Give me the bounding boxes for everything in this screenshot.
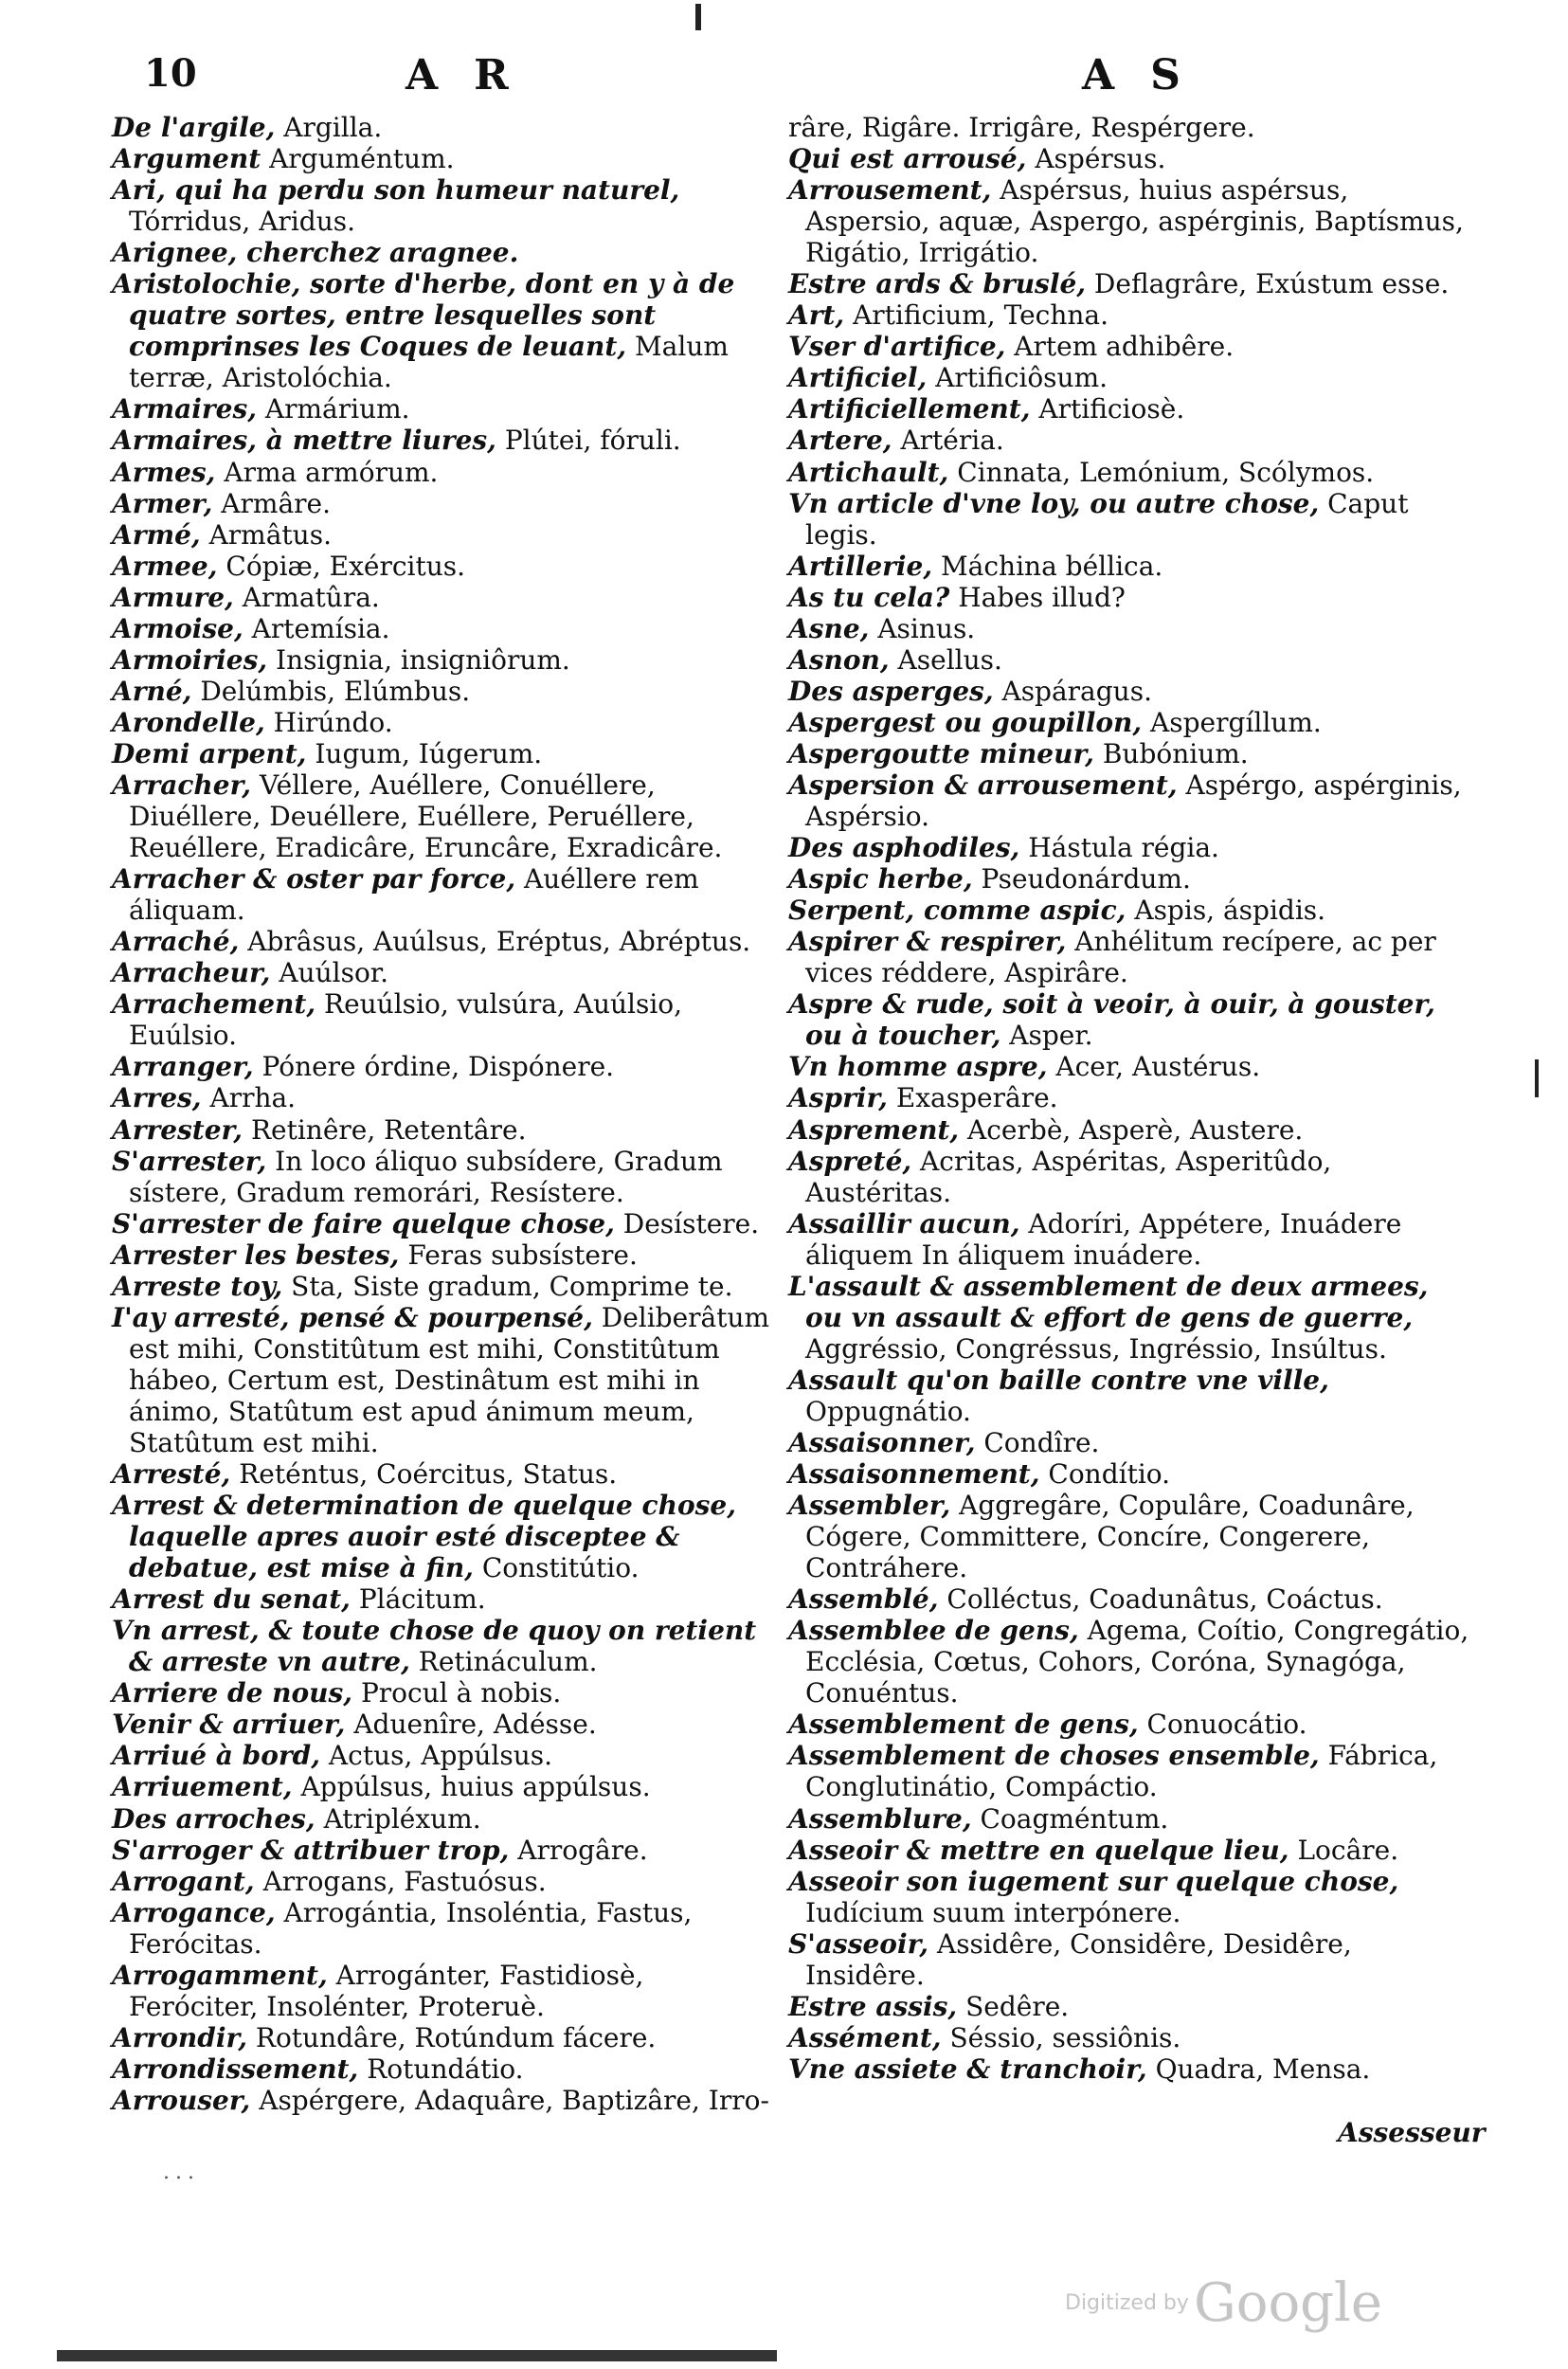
- dictionary-entry: [112, 707, 775, 738]
- dictionary-entry: [788, 1271, 1470, 1365]
- entry-latin-gloss: Sedêre.: [965, 1990, 1070, 2022]
- entry-french-headword: S'arroger & attribuer trop,: [112, 1834, 510, 1866]
- entry-french-headword: Arondelle,: [112, 706, 265, 738]
- entry-french-headword: Aspreté,: [788, 1145, 912, 1177]
- entry-latin-gloss: Actus, Appúlsus.: [328, 1740, 553, 1772]
- entry-french-headword: Assemblee de gens,: [788, 1615, 1079, 1647]
- entry-latin-gloss: Anhélitum recípere, ac per vices réddere, Aspirâre.: [805, 926, 1436, 989]
- entry-latin-gloss: Retinêre, Retentâre.: [250, 1113, 527, 1146]
- dictionary-entry: [112, 644, 775, 676]
- entry-french-headword: Arres,: [112, 1082, 202, 1114]
- dictionary-entry: [112, 268, 775, 393]
- entry-french-headword: Assaisonner,: [788, 1426, 976, 1458]
- dictionary-entry: [788, 613, 1470, 644]
- dictionary-entry: [112, 613, 775, 644]
- entry-french-headword: S'asseoir,: [788, 1927, 929, 1960]
- entry-latin-gloss: Artificiosè.: [1038, 393, 1185, 425]
- catchword: Assesseur: [1338, 2117, 1486, 2148]
- entry-latin-gloss: Aspergíllum.: [1150, 706, 1322, 738]
- dictionary-column-right: [788, 112, 1470, 2085]
- dictionary-entry: [788, 1583, 1470, 1615]
- entry-latin-gloss: Arrogâre.: [517, 1834, 648, 1866]
- entry-latin-gloss: Armâtus.: [208, 518, 332, 551]
- entry-latin-gloss: Pónere órdine, Dispónere.: [261, 1051, 615, 1083]
- dictionary-entry: [112, 1583, 775, 1615]
- entry-french-headword: Armee,: [112, 550, 218, 582]
- dictionary-entry: [788, 895, 1470, 926]
- entry-latin-gloss: Iugum, Iúgerum.: [315, 737, 543, 769]
- entry-latin-gloss: râre, Rigâre. Irrigâre, Respérgere.: [788, 112, 1255, 143]
- entry-french-headword: Arreste toy,: [112, 1270, 283, 1302]
- entry-latin-gloss: Condîre.: [983, 1426, 1100, 1458]
- entry-latin-gloss: Artemísia.: [251, 612, 390, 644]
- entry-french-headword: Assément,: [788, 2021, 942, 2053]
- entry-latin-gloss: Aggréssio, Congréssus, Ingréssio, Insúltus.: [805, 1332, 1387, 1365]
- dictionary-entry: [112, 457, 775, 488]
- entry-french-headword: Arrest du senat,: [112, 1583, 351, 1616]
- entry-latin-gloss: Pseudonárdum.: [981, 863, 1191, 895]
- entry-latin-gloss: Rotundátio.: [367, 2053, 524, 2085]
- dictionary-entry: [112, 488, 775, 519]
- entry-latin-gloss: Caput legis.: [805, 487, 1409, 551]
- dictionary-entry: [112, 582, 775, 613]
- entry-latin-gloss: Insignia, insigniôrum.: [276, 643, 570, 676]
- entry-latin-gloss: Retináculum.: [418, 1646, 598, 1678]
- dictionary-entry: [788, 926, 1470, 988]
- dictionary-entry: [112, 2053, 775, 2085]
- entry-latin-gloss: Máchina béllica.: [941, 550, 1163, 582]
- dictionary-entry: [788, 331, 1470, 362]
- entry-latin-gloss: Exasperâre.: [895, 1082, 1058, 1114]
- entry-latin-gloss: Armatûra.: [242, 581, 380, 613]
- entry-latin-gloss: Locâre.: [1297, 1834, 1399, 1866]
- dictionary-entry: [112, 237, 775, 268]
- entry-latin-gloss: Véllere, Auéllere, Conuéllere, Diuéllere, Deuéllere, Euéllere, Peruéllere, Reuéllere, Eradicâre, Eruncâre, Exradicâre.: [129, 769, 723, 864]
- entry-french-headword: Arrogant,: [112, 1865, 255, 1897]
- entry-latin-gloss: Adoríri, Appétere, Inuádere áliquem In áliquem inuádere.: [805, 1207, 1402, 1271]
- dictionary-entry: [788, 1490, 1470, 1583]
- entry-french-headword: Armoiries,: [112, 643, 268, 676]
- dictionary-entry: [112, 926, 775, 957]
- entry-latin-gloss: Auéllere rem áliquam.: [129, 863, 699, 927]
- dictionary-entry: [112, 1208, 775, 1239]
- dictionary-entry: [112, 769, 775, 863]
- ink-mark: [695, 4, 701, 30]
- entry-latin-gloss: Arrogánter, Fastidiosè, Feróciter, Insolénter, Proteruè.: [129, 1959, 644, 2022]
- dictionary-entry: [788, 551, 1470, 582]
- entry-french-headword: Armoise,: [112, 612, 243, 644]
- entry-french-headword: De l'argile,: [112, 112, 276, 143]
- entry-latin-gloss: Reténtus, Coércitus, Status.: [239, 1458, 618, 1491]
- dictionary-entry: [112, 1458, 775, 1490]
- entry-latin-gloss: Hirúndo.: [273, 706, 393, 738]
- entry-latin-gloss: Aspis, áspidis.: [1134, 895, 1326, 927]
- dictionary-entry: [788, 174, 1470, 268]
- dictionary-entry: [788, 1709, 1470, 1740]
- entry-french-headword: Vn arrest, & toute chose de quoy on retient & arreste vn autre,: [112, 1615, 757, 1678]
- entry-latin-gloss: Séssio, sessiônis.: [949, 2021, 1181, 2053]
- dictionary-entry: [112, 1771, 775, 1802]
- entry-french-headword: Arracheur,: [112, 957, 271, 989]
- entry-french-headword: Asprement,: [788, 1113, 960, 1146]
- entry-latin-gloss: Appúlsus, huius appúlsus.: [300, 1771, 651, 1803]
- digitized-by-google-watermark: [1065, 2272, 1382, 2334]
- dictionary-entry: [112, 393, 775, 425]
- entry-latin-gloss: Conuocátio.: [1146, 1709, 1307, 1741]
- entry-latin-gloss: Armâre.: [221, 487, 332, 519]
- ink-mark: [1535, 1059, 1539, 1097]
- entry-french-headword: Des asphodiles,: [788, 832, 1020, 864]
- dictionary-entry: [112, 2022, 775, 2053]
- entry-latin-gloss: Artificium, Techna.: [853, 299, 1109, 332]
- entry-latin-gloss: Aspáragus.: [1001, 675, 1152, 707]
- dictionary-entry: [788, 488, 1470, 551]
- entry-latin-gloss: Acer, Austérus.: [1055, 1051, 1261, 1083]
- dictionary-entry: [112, 519, 775, 551]
- entry-french-headword: Argument: [112, 143, 261, 175]
- entry-french-headword: Arrondir,: [112, 2021, 247, 2053]
- dictionary-column-left: [112, 112, 775, 2116]
- entry-latin-gloss: Aspérsus.: [1035, 143, 1166, 175]
- entry-french-headword: I'ay arresté, pensé & pourpensé,: [112, 1301, 593, 1333]
- entry-french-headword: Arracher & oster par force,: [112, 863, 516, 895]
- dictionary-entry: [788, 143, 1470, 174]
- dictionary-entry: [112, 863, 775, 926]
- dictionary-entry: [112, 1740, 775, 1771]
- entry-latin-gloss: Acritas, Aspéritas, Asperitûdo, Austéritas.: [805, 1145, 1332, 1208]
- entry-french-headword: Artere,: [788, 425, 892, 457]
- dictionary-entry: [112, 1271, 775, 1302]
- entry-latin-gloss: Oppugnátio.: [805, 1395, 971, 1427]
- dictionary-entry: [112, 174, 775, 237]
- entry-french-headword: Arrogance,: [112, 1896, 276, 1928]
- dictionary-entry: [788, 1803, 1470, 1835]
- entry-latin-gloss: Arrha.: [209, 1082, 297, 1114]
- google-logo: Google: [1194, 2272, 1383, 2334]
- entry-french-headword: Arriuement,: [112, 1771, 293, 1803]
- dictionary-entry: [112, 1082, 775, 1113]
- entry-french-headword: Des asperges,: [788, 675, 994, 707]
- entry-latin-gloss: Assidêre, Considêre, Desidêre, Insidêre.: [805, 1927, 1352, 1991]
- dictionary-entry: [788, 1114, 1470, 1146]
- entry-latin-gloss: Agema, Coítio, Congregátio, Ecclésia, Cœtus, Cohors, Coróna, Synagóga, Conuéntus.: [805, 1615, 1469, 1709]
- entry-french-headword: Arranger,: [112, 1051, 254, 1083]
- dictionary-entry: [112, 1615, 775, 1677]
- dictionary-entry: [788, 832, 1470, 863]
- entry-french-headword: Artificiellement,: [788, 393, 1031, 425]
- entry-french-headword: Assaillir aucun,: [788, 1207, 1020, 1239]
- entry-french-headword: Assault qu'on baille contre vne ville,: [788, 1364, 1329, 1396]
- entry-latin-gloss: Deflagrâre, Exústum esse.: [1093, 268, 1450, 300]
- entry-latin-gloss: Artem adhibêre.: [1014, 331, 1235, 363]
- entry-french-headword: Arignee, cherchez aragnee.: [112, 237, 519, 269]
- entry-latin-gloss: Aggregâre, Copulâre, Coadunâre, Cógere, Committere, Concíre, Congerere, Contráhere.: [805, 1490, 1415, 1584]
- dictionary-entry: [788, 1991, 1470, 2022]
- entry-latin-gloss: Bubónium.: [1102, 737, 1249, 769]
- watermark-by: Digitized by: [1065, 2291, 1189, 2315]
- entry-french-headword: Artificiel,: [788, 362, 928, 394]
- entry-latin-gloss: Aspérgo, aspérginis, Aspérsio.: [805, 769, 1462, 833]
- dictionary-entry: [788, 1146, 1470, 1208]
- dictionary-entry: [112, 1302, 775, 1458]
- dictionary-entry: [788, 1051, 1470, 1082]
- dictionary-entry: [788, 2022, 1470, 2053]
- entry-french-headword: Vn article d'vne loy, ou autre chose,: [788, 487, 1320, 519]
- entry-french-headword: Assemblement de choses ensemble,: [788, 1740, 1320, 1772]
- dictionary-entry: [112, 1114, 775, 1146]
- entry-french-headword: Armaires,: [112, 393, 257, 425]
- dictionary-entry: [788, 1458, 1470, 1490]
- entry-french-headword: Asseoir son iugement sur quelque chose,: [788, 1865, 1399, 1897]
- dictionary-entry: [788, 863, 1470, 895]
- entry-french-headword: Arriué à bord,: [112, 1740, 321, 1772]
- entry-latin-gloss: Delúmbis, Elúmbus.: [200, 675, 471, 707]
- entry-latin-gloss: Abrâsus, Auúlsus, Eréptus, Abréptus.: [247, 926, 751, 958]
- entry-french-headword: Ari, qui ha perdu son humeur naturel,: [112, 174, 680, 207]
- entry-latin-gloss: Hástula régia.: [1028, 832, 1219, 864]
- entry-latin-gloss: Artéria.: [900, 425, 1004, 457]
- dictionary-entry: [112, 988, 775, 1051]
- entry-french-headword: Arriere de nous,: [112, 1677, 353, 1709]
- entry-latin-gloss: Acerbè, Asperè, Austere.: [967, 1113, 1304, 1146]
- entry-latin-gloss: In loco áliquo subsídere, Gradum sístere, Gradum remorári, Resístere.: [129, 1145, 723, 1208]
- entry-french-headword: Artichault,: [788, 456, 949, 488]
- entry-latin-gloss: Asellus.: [897, 643, 1002, 676]
- entry-french-headword: As tu cela?: [788, 581, 950, 613]
- dictionary-entry: [788, 112, 1470, 143]
- scan-edge-bar: [57, 2350, 777, 2361]
- entry-latin-gloss: Asper.: [1009, 1020, 1093, 1052]
- entry-french-headword: Arné,: [112, 675, 192, 707]
- entry-french-headword: Assembler,: [788, 1490, 951, 1522]
- dictionary-entry: [112, 1835, 775, 1866]
- dictionary-entry: [112, 738, 775, 769]
- entry-latin-gloss: Rotundâre, Rotúndum fácere.: [255, 2021, 657, 2053]
- entry-french-headword: Aspersion & arrousement,: [788, 769, 1178, 801]
- entry-french-headword: Serpent, comme aspic,: [788, 895, 1126, 927]
- dictionary-entry: [112, 1051, 775, 1082]
- entry-french-headword: Armes,: [112, 456, 216, 488]
- entry-latin-gloss: Tórridus, Aridus.: [129, 206, 355, 238]
- entry-french-headword: Venir & arriuer,: [112, 1709, 346, 1741]
- entry-french-headword: Demi arpent,: [112, 737, 307, 769]
- entry-french-headword: Arrousement,: [788, 174, 992, 207]
- entry-latin-gloss: Cinnata, Lemónium, Scólymos.: [957, 456, 1375, 488]
- entry-latin-gloss: Aspérsus, huius aspérsus, Aspersio, aquæ, Aspergo, aspérginis, Baptísmus, Rigátio, Irrigátio.: [805, 174, 1464, 269]
- entry-latin-gloss: Quadra, Mensa.: [1155, 2053, 1371, 2085]
- dictionary-entry: [788, 988, 1470, 1051]
- entry-french-headword: Assemblé,: [788, 1583, 939, 1616]
- entry-latin-gloss: Argilla.: [283, 112, 383, 143]
- dictionary-entry: [112, 1677, 775, 1709]
- entry-french-headword: Des arroches,: [112, 1802, 315, 1835]
- entry-latin-gloss: Procul à nobis.: [360, 1677, 562, 1709]
- entry-french-headword: Assaisonnement,: [788, 1458, 1040, 1491]
- entry-latin-gloss: Desístere.: [622, 1207, 760, 1239]
- entry-latin-gloss: Deliberâtum est mihi, Constitûtum est mihi, Constitûtum hábeo, Certum est, Destinâtum est mihi in ánimo, Statûtum est apud ánimum meum, Statûtum est mihi.: [129, 1301, 770, 1458]
- entry-latin-gloss: Arma armórum.: [224, 456, 439, 488]
- running-head-left: AR: [406, 51, 545, 99]
- dictionary-entry: [788, 457, 1470, 488]
- dictionary-entry: [112, 1960, 775, 2022]
- entry-french-headword: Aspergest ou goupillon,: [788, 706, 1143, 738]
- entry-french-headword: Arresté,: [112, 1458, 231, 1491]
- entry-latin-gloss: Aspérgere, Adaquâre, Baptizâre, Irro-: [259, 2084, 769, 2116]
- dictionary-entry: [112, 676, 775, 707]
- entry-latin-gloss: Aduenîre, Adésse.: [353, 1709, 597, 1741]
- entry-latin-gloss: Feras subsístere.: [407, 1239, 638, 1271]
- dictionary-entry: [112, 957, 775, 988]
- dictionary-entry: [112, 112, 775, 143]
- entry-latin-gloss: Arrogántia, Insoléntia, Fastus, Ferócitas.: [129, 1896, 693, 1960]
- entry-latin-gloss: Asinus.: [877, 612, 976, 644]
- dictionary-entry: [788, 769, 1470, 832]
- entry-french-headword: Aspergoutte mineur,: [788, 737, 1094, 769]
- dictionary-entry: [112, 425, 775, 456]
- entry-french-headword: Armure,: [112, 581, 234, 613]
- dictionary-entry: [788, 582, 1470, 613]
- entry-latin-gloss: Reuúlsio, vulsúra, Auúlsio, Euúlsio.: [129, 988, 683, 1052]
- dictionary-entry: [788, 1835, 1470, 1866]
- entry-french-headword: Arrest & determination de quelque chose, laquelle apres auoir esté disceptee & debatue, est mise à fin,: [112, 1490, 736, 1584]
- dictionary-entry: [112, 1803, 775, 1835]
- entry-french-headword: Arrondissement,: [112, 2053, 359, 2085]
- entry-latin-gloss: Habes illud?: [958, 581, 1126, 613]
- dictionary-entry: [788, 362, 1470, 393]
- entry-french-headword: Aristolochie, sorte d'herbe, dont en y à de quatre sortes, entre lesquelles sont comprinses les Coques de leuant,: [112, 268, 735, 363]
- entry-french-headword: Arraché,: [112, 926, 240, 958]
- entry-french-headword: Armé,: [112, 518, 201, 551]
- entry-french-headword: Aspre & rude, soit à veoir, à ouir, à gouster, ou à toucher,: [788, 988, 1435, 1052]
- entry-latin-gloss: Coagméntum.: [980, 1802, 1169, 1835]
- entry-french-headword: Arrester les bestes,: [112, 1239, 400, 1271]
- entry-french-headword: Vn homme aspre,: [788, 1051, 1048, 1083]
- dictionary-entry: [112, 143, 775, 174]
- entry-french-headword: L'assault & assemblement de deux armees, ou vn assault & effort de gens de guerre,: [788, 1270, 1429, 1333]
- dictionary-entry: [788, 425, 1470, 456]
- dictionary-entry: [788, 1866, 1470, 1928]
- entry-french-headword: Aspirer & respirer,: [788, 926, 1067, 958]
- entry-french-headword: Arrachement,: [112, 988, 316, 1021]
- entry-latin-gloss: Constitútio.: [481, 1552, 640, 1584]
- running-head-right: AS: [1082, 51, 1217, 99]
- entry-french-headword: Asnon,: [788, 643, 890, 676]
- entry-french-headword: Estre ards & bruslé,: [788, 268, 1087, 300]
- signature-marks: ...: [163, 2161, 200, 2184]
- entry-latin-gloss: Fábrica, Conglutinátio, Compáctio.: [805, 1740, 1438, 1803]
- dictionary-entry: [788, 1208, 1470, 1271]
- dictionary-entry: [112, 2085, 775, 2116]
- entry-latin-gloss: Plácitum.: [358, 1583, 486, 1616]
- entry-french-headword: Vser d'artifice,: [788, 331, 1006, 363]
- entry-latin-gloss: Colléctus, Coadunâtus, Coáctus.: [946, 1583, 1383, 1616]
- entry-french-headword: S'arrester de faire quelque chose,: [112, 1207, 615, 1239]
- entry-latin-gloss: Auúlsor.: [279, 957, 389, 989]
- entry-french-headword: Armaires, à mettre liures,: [112, 425, 496, 457]
- dictionary-entry: [788, 738, 1470, 769]
- entry-french-headword: Arrouser,: [112, 2084, 251, 2116]
- dictionary-entry: [788, 1365, 1470, 1427]
- dictionary-entry: [788, 1928, 1470, 1991]
- entry-french-headword: Aspic herbe,: [788, 863, 973, 895]
- dictionary-entry: [788, 676, 1470, 707]
- entry-french-headword: Qui est arrousé,: [788, 143, 1027, 175]
- entry-french-headword: Estre assis,: [788, 1990, 958, 2022]
- dictionary-entry: [112, 551, 775, 582]
- dictionary-entry: [788, 393, 1470, 425]
- entry-french-headword: Arracher,: [112, 769, 252, 801]
- entry-french-headword: Arrogamment,: [112, 1959, 328, 1991]
- entry-latin-gloss: Atripléxum.: [323, 1802, 481, 1835]
- entry-french-headword: Assemblement de gens,: [788, 1709, 1139, 1741]
- entry-french-headword: Art,: [788, 299, 845, 332]
- dictionary-entry: [112, 1897, 775, 1960]
- dictionary-entry: [788, 2053, 1470, 2085]
- entry-latin-gloss: Armárium.: [264, 393, 410, 425]
- entry-latin-gloss: Condítio.: [1048, 1458, 1171, 1491]
- dictionary-entry: [788, 707, 1470, 738]
- dictionary-entry: [112, 1239, 775, 1271]
- entry-latin-gloss: Cópiæ, Exércitus.: [225, 550, 466, 582]
- dictionary-entry: [788, 1615, 1470, 1709]
- entry-french-headword: Vne assiete & tranchoir,: [788, 2053, 1147, 2085]
- entry-french-headword: Artillerie,: [788, 550, 933, 582]
- dictionary-entry: [112, 1146, 775, 1208]
- entry-french-headword: Arrester,: [112, 1113, 243, 1146]
- entry-latin-gloss: Sta, Siste gradum, Comprime te.: [291, 1270, 733, 1302]
- dictionary-entry: [112, 1709, 775, 1740]
- entry-latin-gloss: Malum terræ, Aristolóchia.: [129, 331, 729, 394]
- entry-latin-gloss: Arguméntum.: [269, 143, 455, 175]
- entry-latin-gloss: Artificiôsum.: [935, 362, 1108, 394]
- entry-latin-gloss: Iudícium suum interpónere.: [805, 1896, 1181, 1928]
- entry-french-headword: Asseoir & mettre en quelque lieu,: [788, 1834, 1289, 1866]
- dictionary-entry: [788, 1740, 1470, 1802]
- entry-latin-gloss: Arrogans, Fastuósus.: [262, 1865, 547, 1897]
- entry-french-headword: Asprir,: [788, 1082, 888, 1114]
- entry-french-headword: Assemblure,: [788, 1802, 972, 1835]
- page-number: 10: [144, 51, 197, 96]
- dictionary-entry: [788, 1427, 1470, 1458]
- entry-french-headword: Asne,: [788, 612, 870, 644]
- dictionary-entry: [788, 644, 1470, 676]
- dictionary-entry: [788, 268, 1470, 299]
- entry-french-headword: S'arrester,: [112, 1145, 267, 1177]
- dictionary-entry: [788, 299, 1470, 331]
- dictionary-entry: [112, 1490, 775, 1583]
- dictionary-entry: [788, 1082, 1470, 1113]
- dictionary-entry: [112, 1866, 775, 1897]
- entry-latin-gloss: Plútei, fóruli.: [504, 425, 681, 457]
- entry-french-headword: Armer,: [112, 487, 213, 519]
